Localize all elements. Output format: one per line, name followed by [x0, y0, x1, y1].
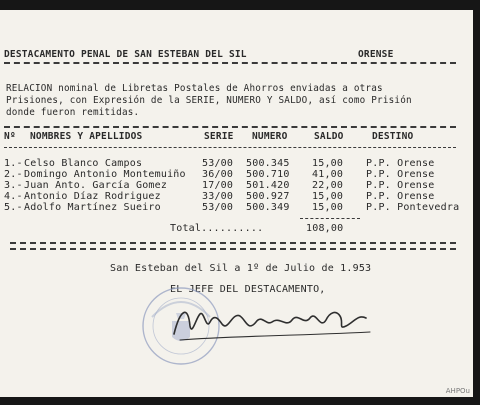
row-name: Antonio Díaz Rodriguez	[24, 191, 161, 202]
row-name: Juan Anto. García Gomez	[24, 180, 168, 191]
row-serie: 36/00	[202, 169, 234, 180]
row-numero: 500.345	[246, 158, 290, 169]
table-header-rule	[4, 147, 456, 148]
row-saldo: 41,00	[312, 169, 344, 180]
archive-watermark: AHPOu	[445, 387, 470, 395]
col-number: Nº	[4, 131, 16, 142]
heading-rule	[4, 62, 456, 64]
col-numero: NUMERO	[252, 131, 288, 142]
row-destino: P.P. Orense	[366, 191, 435, 202]
total-value: 108,00	[306, 223, 344, 234]
row-number: 3.-	[4, 180, 23, 191]
table-end-rule-1	[10, 242, 456, 244]
row-serie: 53/00	[202, 158, 234, 169]
scan-border-top	[0, 0, 480, 10]
row-numero: 500.710	[246, 169, 290, 180]
scan-border-right	[473, 0, 480, 405]
unit-heading: DESTACAMENTO PENAL DE SAN ESTEBAN DEL SIL	[4, 49, 247, 60]
row-serie: 33/00	[202, 191, 234, 202]
scan-border-bottom	[0, 397, 480, 405]
province-heading: ORENSE	[358, 49, 394, 60]
row-destino: P.P. Orense	[366, 180, 435, 191]
col-saldo: SALDO	[314, 131, 344, 142]
intro-line-3: donde fueron remitidas.	[6, 107, 140, 118]
row-number: 4.-	[4, 191, 23, 202]
intro-rule	[4, 126, 456, 128]
row-saldo: 15,00	[312, 158, 344, 169]
row-numero: 500.349	[246, 202, 290, 213]
row-saldo: 15,00	[312, 202, 344, 213]
intro-line-2: Prisiones, con Expresión de la SERIE, NUMERO Y SALDO, así como Prisión	[6, 95, 412, 106]
row-saldo: 15,00	[312, 191, 344, 202]
handwritten-signature	[170, 296, 390, 346]
row-number: 1.-	[4, 158, 23, 169]
row-destino: P.P. Orense	[366, 169, 435, 180]
row-serie: 53/00	[202, 202, 234, 213]
signatory-title: EL JEFE DEL DESTACAMENTO,	[170, 284, 326, 295]
col-serie: SERIE	[204, 131, 234, 142]
row-destino: P.P. Pontevedra	[366, 202, 460, 213]
row-name: Celso Blanco Campos	[24, 158, 143, 169]
col-destino: DESTINO	[372, 131, 414, 142]
total-rule	[300, 218, 360, 219]
total-label: Total..........	[170, 223, 264, 234]
row-name: Adolfo Martínez Sueiro	[24, 202, 161, 213]
place-date: San Esteban del Sil a 1º de Julio de 1.953	[110, 263, 372, 274]
col-names: NOMBRES Y APELLIDOS	[30, 131, 143, 142]
row-serie: 17/00	[202, 180, 234, 191]
row-number: 2.-	[4, 169, 23, 180]
table-end-rule-2	[10, 248, 456, 250]
row-numero: 501.420	[246, 180, 290, 191]
row-name: Domingo Antonio Montemuiño	[24, 169, 186, 180]
row-destino: P.P. Orense	[366, 158, 435, 169]
row-number: 5.-	[4, 202, 23, 213]
intro-line-1: RELACION nominal de Libretas Postales de Ahorros enviadas a otras	[6, 83, 383, 94]
row-numero: 500.927	[246, 191, 290, 202]
row-saldo: 22,00	[312, 180, 344, 191]
